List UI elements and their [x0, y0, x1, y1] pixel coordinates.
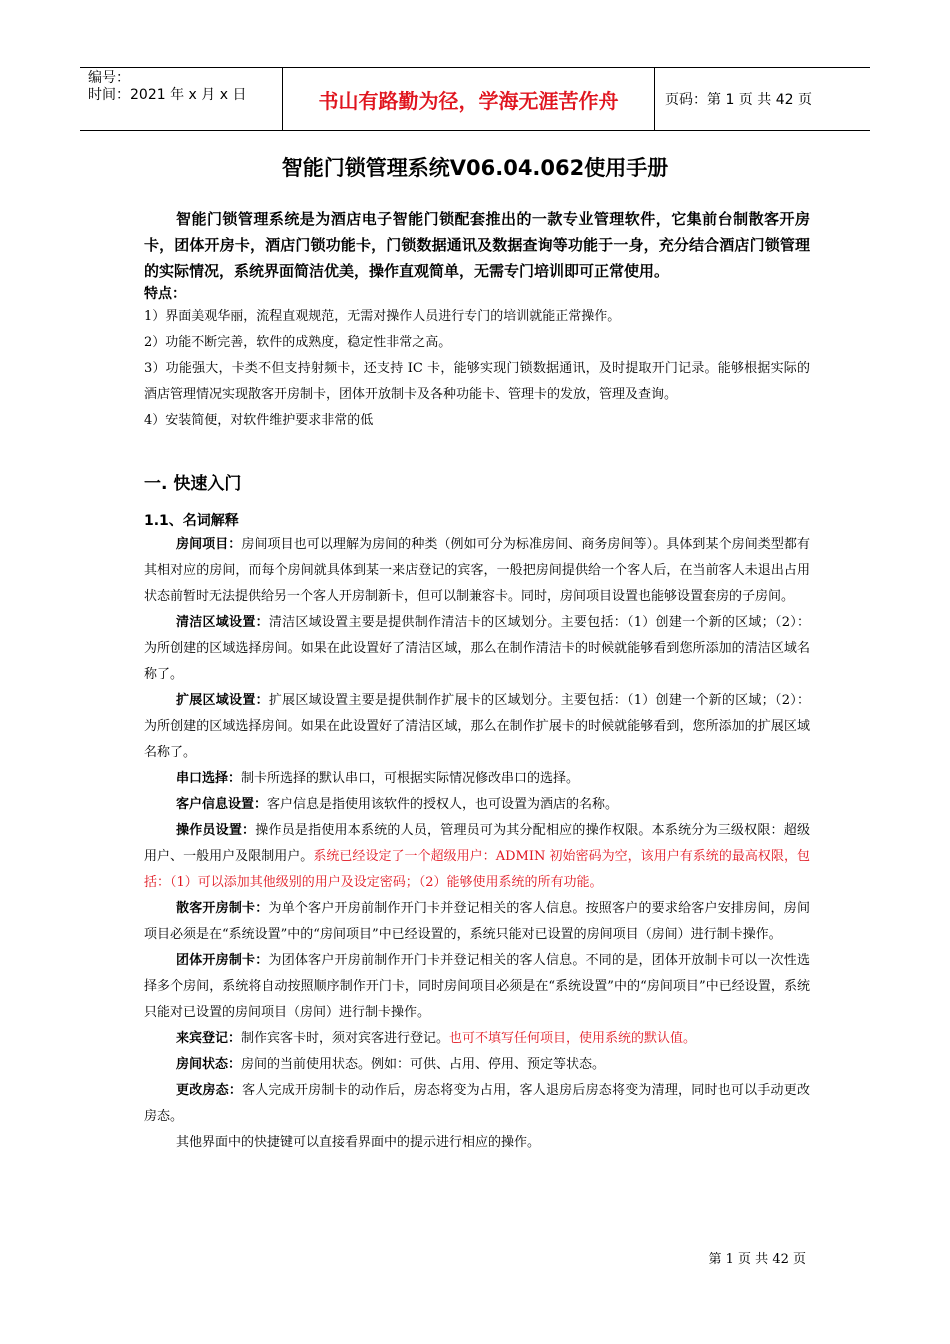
page-footer: 第 1 页 共 42 页: [708, 1252, 806, 1267]
definition-term: 团体开房制卡：: [176, 953, 269, 968]
definition-text: 客人完成开房制卡的动作后，房态将变为占用，客人退房后房态将变为清理，同时也可以手动更改房态。: [144, 1083, 810, 1124]
document-body: [144, 206, 810, 1156]
section-heading: 一. 快速入门: [144, 474, 242, 494]
definition-room-item: [144, 532, 810, 610]
definition-text: 制作宾客卡时，须对宾客进行登记。: [241, 1031, 450, 1046]
definition-text: 房间项目也可以理解为房间的种类（例如可分为标准房间、商务房间等）。具体到某个房间类型都有其相对应的房间，而每个房间就具体到某一来店登记的宾客，一般把房间提供给一个客人后，在当前客人未退出占用状态前暂时无法提供给另一个客人开房制新卡，但可以制兼容卡。同时，房间项目设置也能够设置套房的子房间。: [144, 537, 810, 604]
definition-term: 来宾登记：: [176, 1031, 242, 1046]
definition-group-checkin: [144, 948, 810, 1026]
definition-text: 操作员是指使用本系统的人员，管理员可为其分配相应的操作权限。本系统分为三级权限：超级用户、一般用户及限制用户。: [144, 823, 810, 864]
definition-term: 扩展区域设置：: [176, 693, 269, 708]
definition-text: 客户信息是指使用该软件的授权人，也可设置为酒店的名称。: [267, 797, 619, 812]
definition-term: 更改房态：: [176, 1083, 243, 1098]
definition-highlight: 系统已经设定了一个超级用户：ADMIN 初始密码为空，该用户有系统的最高权限，包括：（1）可以添加其他级别的用户及设定密码；（2）能够使用系统的所有功能。: [144, 849, 810, 890]
header-motto: 书山有路勤为径，学海无涯苦作舟: [282, 68, 655, 130]
feature-item: 2）功能不断完善，软件的成熟度，稳定性非常之高。: [144, 335, 452, 350]
definition-text: 清洁区域设置主要是提供制作清洁卡的区域划分。主要包括：（1）创建一个新的区域；（2）：为所创建的区域选择房间。如果在此设置好了清洁区域，那么在制作清洁卡的时候就能够看到您所添加的清洁区域名称了。: [144, 615, 810, 682]
page-header: [80, 67, 870, 131]
feature-item: 4）安装简便，对软件维护要求非常的低: [144, 413, 374, 428]
definition-term: 客户信息设置：: [176, 797, 268, 812]
definition-change-status: [144, 1078, 810, 1130]
definition-highlight: 也可不填写任何项目，使用系统的默认值。: [449, 1031, 697, 1046]
definition-individual-checkin: [144, 896, 810, 948]
feature-item: 1）界面美观华丽，流程直观规范，无需对操作人员进行专门的培训就能正常操作。: [144, 309, 621, 324]
header-page-info: 页码：第 1 页 共 42 页: [665, 92, 812, 108]
definition-text: 房间的当前使用状态。例如：可供、占用、停用、预定等状态。: [241, 1057, 606, 1072]
subsection-heading: 1.1、名词解释: [144, 513, 239, 529]
definition-term: 串口选择：: [176, 771, 242, 786]
closing-paragraph: 其他界面中的快捷键可以直接看界面中的提示进行相应的操作。: [176, 1135, 541, 1150]
feature-item: 3）功能强大，卡类不但支持射频卡，还支持 IC 卡，能够实现门锁数据通讯，及时提取开门记录。能够根据实际的酒店管理情况实现散客开房制卡，团体开放制卡及各种功能卡、管理卡的发放，管理及查询。: [144, 361, 810, 402]
time-label: 时间：2021 年 x 月 x 日: [88, 87, 247, 103]
definition-term: 操作员设置：: [176, 823, 256, 838]
document-title: 智能门锁管理系统V06.04.062使用手册: [281, 156, 669, 180]
number-label: 编号：: [88, 70, 130, 86]
definition-room-status: [144, 1052, 810, 1078]
definition-serial-port: [144, 766, 810, 792]
definition-operator: [144, 818, 810, 896]
header-meta: [80, 68, 282, 130]
definition-text: 为单个客户开房前制作开门卡并登记相关的客人信息。按照客户的要求给客户安排房间，房间项目必须是在“系统设置”中的“房间项目”中已经设置的，系统只能对已设置的房间项目（房间）进行制卡操作。: [144, 901, 810, 942]
definition-term: 散客开房制卡：: [176, 901, 269, 916]
definition-term: 房间项目：: [176, 537, 242, 552]
definition-customer-info: [144, 792, 810, 818]
definition-cleaning-area: [144, 610, 810, 688]
definition-extended-area: [144, 688, 810, 766]
definition-text: 制卡所选择的默认串口，可根据实际情况修改串口的选择。: [241, 771, 580, 786]
intro-paragraph: 智能门锁管理系统是为酒店电子智能门锁配套推出的一款专业管理软件，它集前台制散客开房卡，团体开房卡，酒店门锁功能卡，门锁数据通讯及数据查询等功能于一身，充分结合酒店门锁管理的实际情况，系统界面简洁优美，操作直观简单，无需专门培训即可正常使用。: [144, 210, 810, 280]
definition-term: 清洁区域设置：: [176, 615, 269, 630]
definition-text: 为团体客户开房前制作开门卡并登记相关的客人信息。不同的是，团体开放制卡可以一次性选择多个房间，系统将自动按照顺序制作开门卡，同时房间项目必须是在“系统设置”中的“房间项目”中已经设置，系统只能对已设置的房间项目（房间）进行制卡操作。: [144, 953, 810, 1020]
features-heading: 特点：: [144, 286, 186, 302]
definition-guest-registration: [144, 1026, 810, 1052]
definition-term: 房间状态：: [176, 1057, 242, 1072]
definition-text: 扩展区域设置主要是提供制作扩展卡的区域划分。主要包括：（1）创建一个新的区域；（2）：为所创建的区域选择房间。如果在此设置好了清洁区域，那么在制作扩展卡的时候就能够看到，您所添加的扩展区域名称了。: [144, 693, 810, 760]
